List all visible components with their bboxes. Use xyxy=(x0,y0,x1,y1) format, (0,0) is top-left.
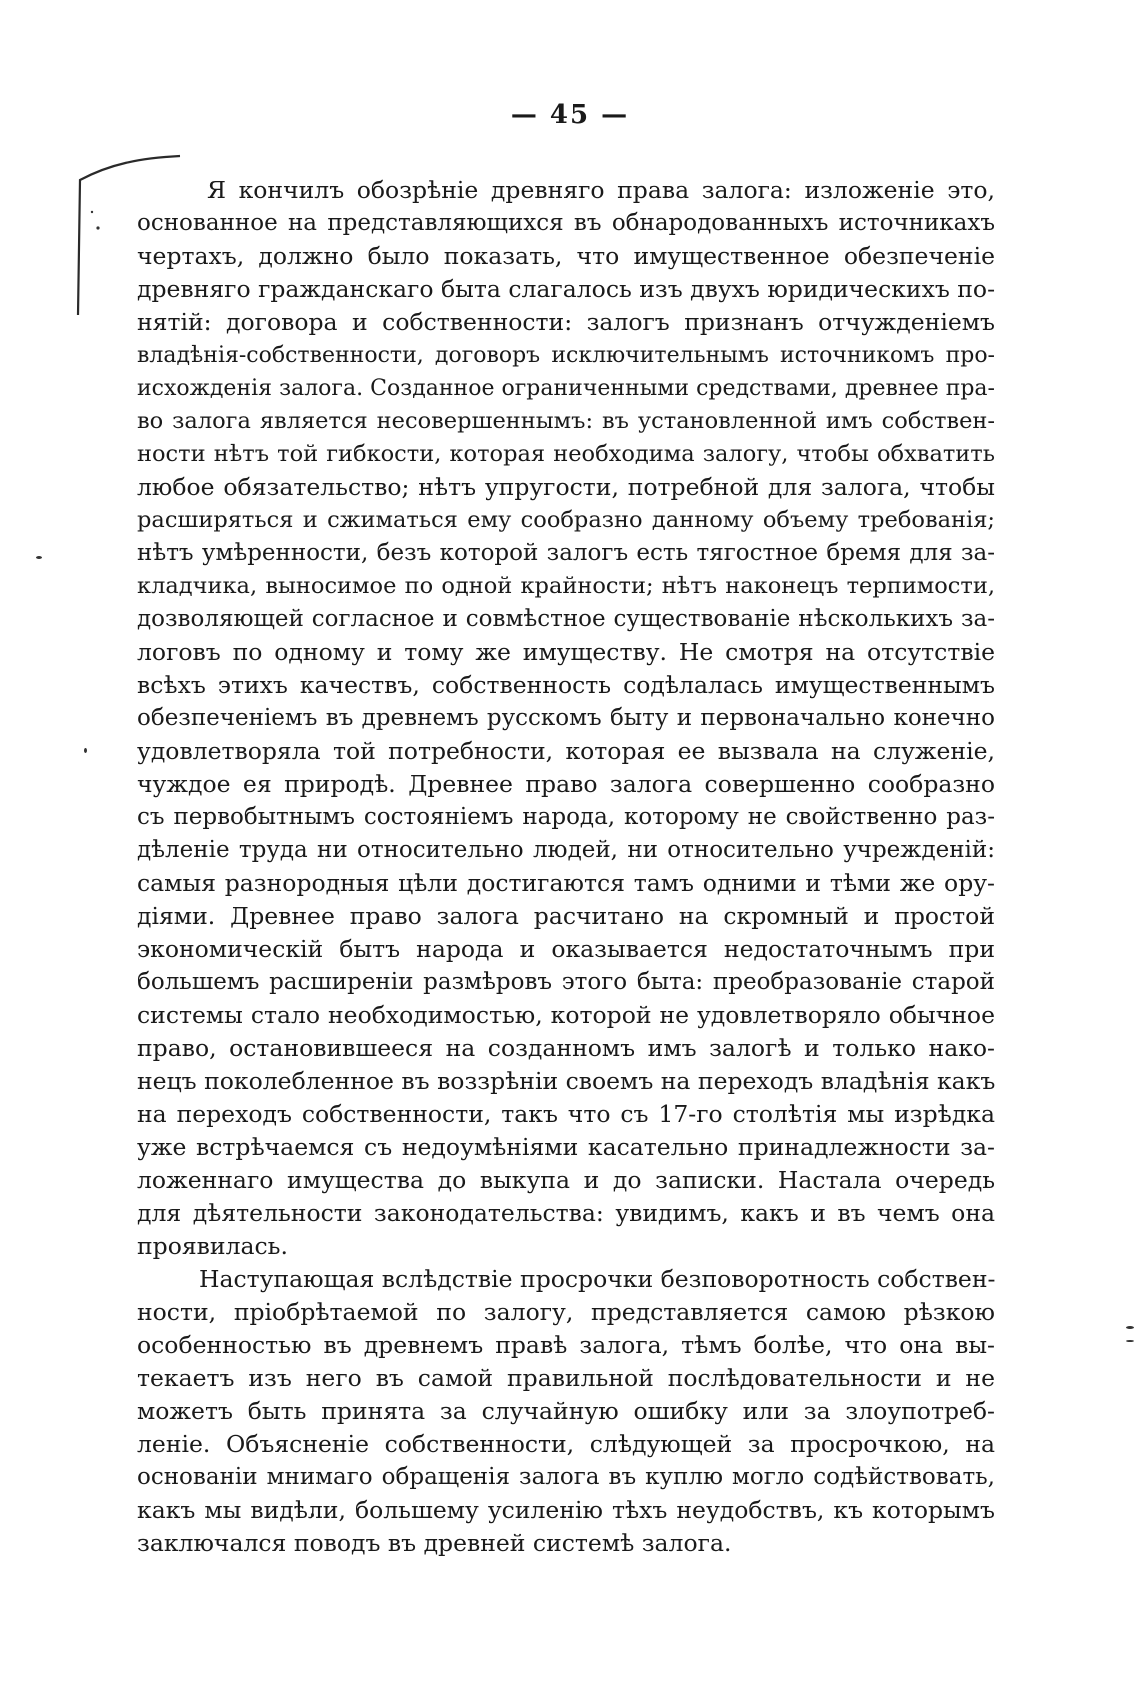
text-line: любое обязательство; нѣтъ упругости, потребной для залога, чтобы xyxy=(137,473,995,501)
text-line: особенностью въ древнемъ правѣ залога, тѣмъ болѣе, что она вы- xyxy=(137,1331,995,1359)
margin-speck xyxy=(84,748,87,753)
text-line: логовъ по одному и тому же имуществу. Не смотря на отсутствіе xyxy=(137,638,995,666)
text-line: расширяться и сжиматься ему сообразно данному объему требованія; xyxy=(137,507,995,533)
text-line: всѣхъ этихъ качествъ, собственность содѣлалась имущественнымъ xyxy=(137,671,995,699)
text-line: ности нѣтъ той гибкости, которая необходима залогу, чтобы обхватить xyxy=(137,441,995,467)
text-line: нѣтъ умѣренности, безъ которой залогъ есть тягостное бремя для за- xyxy=(137,540,995,566)
page-number: — 45 — xyxy=(510,100,630,130)
margin-speck xyxy=(1126,1326,1134,1329)
text-line: ности, пріобрѣтаемой по залогу, представляется самою рѣзкою xyxy=(137,1298,995,1326)
text-line: діями. Древнее право залога расчитано на скромный и простой xyxy=(137,902,995,930)
text-line: нецъ поколебленное въ воззрѣніи своемъ на переходъ владѣнія какъ xyxy=(137,1067,995,1095)
paragraph xyxy=(137,174,995,1263)
text-line: какъ мы видѣли, большему усиленію тѣхъ неудобствъ, къ которымъ xyxy=(137,1496,995,1524)
text-line: для дѣятельности законодательства: увидимъ, какъ и въ чемъ она xyxy=(137,1199,995,1227)
text-line: системы стало необходимостью, которой не удовлетворяло обычное xyxy=(137,1001,995,1029)
text-line: владѣнія-собственности, договоръ исключительнымъ источникомъ про- xyxy=(137,343,995,368)
text-line: самыя разнородныя цѣли достигаются тамъ одними и тѣми же ору- xyxy=(137,869,995,897)
text-line: Я кончилъ обозрѣніе древняго права залога: изложеніе это, xyxy=(207,176,995,204)
text-line: нятій: договора и собственности: залогъ признанъ отчужденіемъ xyxy=(137,308,995,336)
text-line: заключался поводъ въ древней системѣ залога. xyxy=(137,1529,732,1557)
margin-speck xyxy=(1126,1340,1134,1342)
body-text xyxy=(137,174,995,1560)
text-line: основаніи мнимаго обращенія залога въ куплю могло содѣйствовать, xyxy=(137,1464,995,1490)
text-line: исхожденія залога. Созданное ограниченными средствами, древнее пра- xyxy=(137,376,995,401)
text-line: право, остановившееся на созданномъ имъ залогѣ и только нако- xyxy=(137,1034,995,1062)
text-line: леніе. Объясненіе собственности, слѣдующей за просрочкою, на xyxy=(137,1430,995,1458)
text-line: основанное на представляющихся въ обнародованныхъ источникахъ xyxy=(137,210,995,236)
text-line: уже встрѣчаемся съ недоумѣніями касательно принадлежности за- xyxy=(137,1133,995,1161)
text-line: кладчика, выносимое по одной крайности; нѣтъ наконецъ терпимости, xyxy=(137,573,995,599)
text-line: съ первобытнымъ состояніемъ народа, которому не свойственно раз- xyxy=(137,804,995,830)
text-line: можетъ быть принята за случайную ошибку или за злоупотреб- xyxy=(137,1397,995,1425)
text-line: экономическій бытъ народа и оказывается недостаточнымъ при xyxy=(137,935,995,963)
text-line: ложеннаго имущества до выкупа и до записки. Настала очередь xyxy=(137,1166,995,1194)
text-line: чуждое ея природѣ. Древнее право залога совершенно сообразно xyxy=(137,770,995,798)
text-line: Наступающая вслѣдствіе просрочки безповоротность собствен- xyxy=(199,1265,995,1293)
text-line: чертахъ, должно было показать, что имущественное обезпеченіе xyxy=(137,242,995,270)
paragraph xyxy=(137,1263,995,1560)
text-line: обезпеченіемъ въ древнемъ русскомъ быту и первоначально конечно xyxy=(137,705,995,731)
text-line: текаетъ изъ него въ самой правильной послѣдовательности и не xyxy=(137,1364,995,1392)
margin-speck xyxy=(36,556,42,559)
text-line: дозволяющей согласное и совмѣстное существованіе нѣсколькихъ за- xyxy=(137,606,995,632)
text-line: большемъ расширеніи размѣровъ этого быта: преобразованіе старой xyxy=(137,969,995,995)
text-line: удовлетворяла той потребности, которая ее вызвала на служеніе, xyxy=(137,737,995,765)
text-line: древняго гражданскаго быта слагалось изъ двухъ юридическихъ по- xyxy=(137,275,995,303)
text-line: проявилась. xyxy=(137,1232,288,1260)
text-line: дѣленіе труда ни относительно людей, ни относительно учрежденій: xyxy=(137,837,995,863)
text-line: на переходъ собственности, такъ что съ 17-го столѣтія мы изрѣдка xyxy=(137,1100,995,1128)
text-line: во залога является несовершеннымъ: въ установленной имъ собствен- xyxy=(137,408,995,434)
